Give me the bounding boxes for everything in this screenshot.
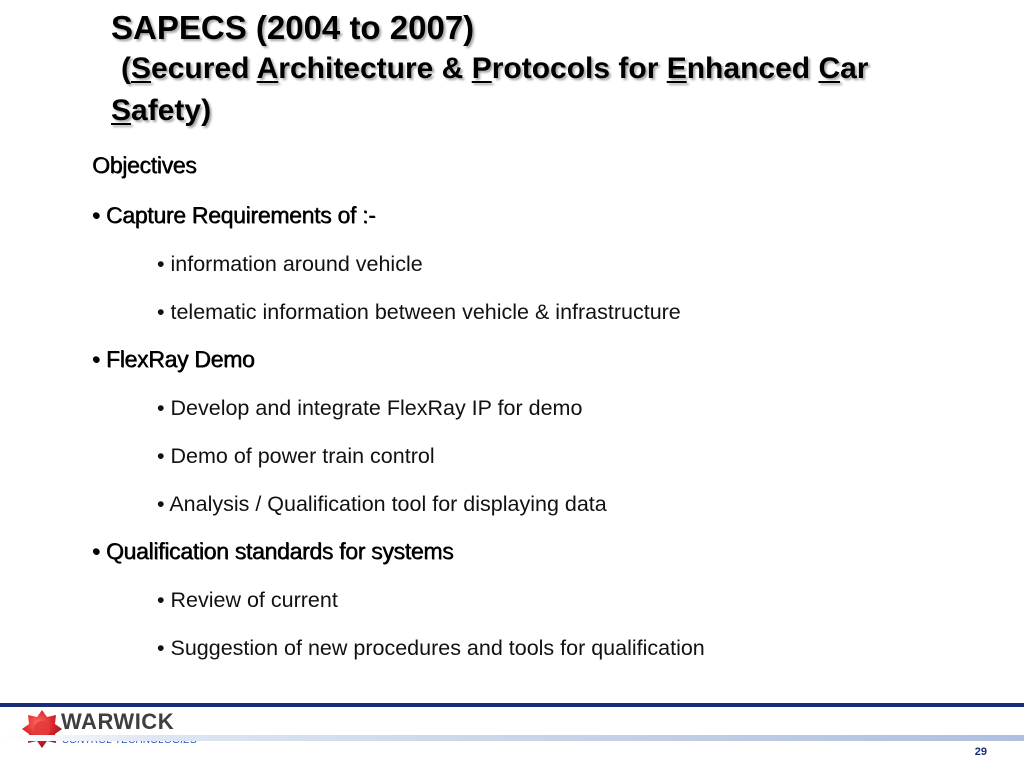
logo-wordmark: WARWICK [61, 709, 175, 734]
sub-bullet: • telematic information between vehicle & infrastructure [157, 300, 681, 324]
slide-body [92, 150, 972, 662]
bullet-flexray-demo: • FlexRay Demo [92, 346, 255, 372]
slide-title-main: SAPECS (2004 to 2007) [111, 9, 475, 46]
slide-subtitle: (Secured Architecture & Protocols for Enhanced Car Safety) [111, 52, 869, 127]
sub-bullet: • Develop and integrate FlexRay IP for demo [157, 396, 583, 420]
footer-divider [0, 703, 1024, 707]
footer-gradient-bar [0, 735, 1024, 741]
sub-bullet: • information around vehicle [157, 252, 423, 276]
sub-bullet: • Demo of power train control [157, 444, 435, 468]
bullet-capture-requirements: • Capture Requirements of :- [92, 202, 376, 228]
sub-bullet: • Analysis / Qualification tool for displaying data [157, 492, 607, 516]
objectives-heading: Objectives [92, 152, 197, 178]
sub-bullet: • Suggestion of new procedures and tools for qualification [157, 636, 705, 660]
slide-title [111, 8, 991, 132]
warwick-logo [20, 708, 240, 750]
bullet-qualification-standards: • Qualification standards for systems [92, 538, 454, 564]
warwick-logo-icon [20, 708, 64, 750]
page-number: 29 [974, 746, 987, 758]
sub-bullet: • Review of current [157, 588, 338, 612]
